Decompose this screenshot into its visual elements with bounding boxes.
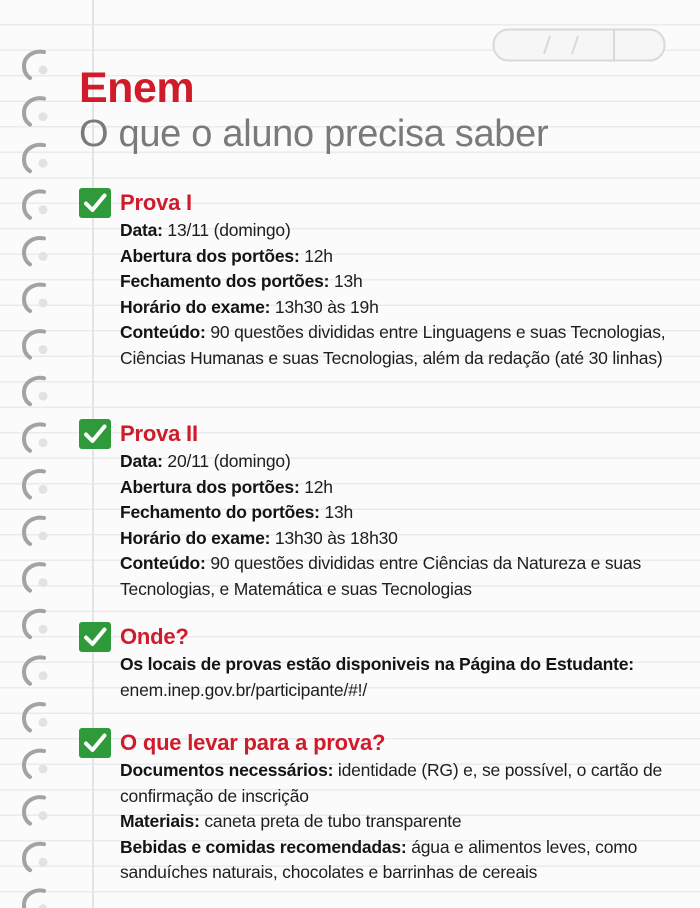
- section-o-que-levar: [79, 728, 689, 886]
- info-value: enem.inep.gov.br/participante/#!/: [120, 679, 367, 700]
- brand-title: Enem: [79, 64, 195, 112]
- info-line-documentos: [120, 758, 689, 809]
- info-line-abertura: [120, 475, 689, 501]
- info-value: 13h: [319, 502, 354, 522]
- info-value: 90 questões divididas entre Linguagens e suas Tecnologias, Ciências Humanas e suas Tecnologias, além da redação (até 30 linhas): [120, 322, 666, 368]
- info-value: 20/11 (domingo): [162, 451, 291, 471]
- info-value: caneta preta de tubo transparente: [199, 811, 462, 831]
- notebook-ring-icon: [24, 424, 48, 450]
- notebook-ring-icon: [24, 704, 48, 730]
- green-check-icon: [79, 188, 111, 218]
- section-prova-1: [79, 188, 689, 371]
- notebook-ring-icon: [24, 797, 48, 823]
- info-label: Abertura dos portões:: [120, 476, 300, 497]
- notebook-ring-icon: [24, 145, 48, 171]
- info-label: Horário do exame:: [120, 296, 271, 317]
- notebook-ring-icon: [24, 331, 48, 357]
- info-value: 13h: [329, 271, 363, 291]
- info-value: 12h: [299, 476, 333, 497]
- info-label: Conteúdo:: [120, 553, 206, 573]
- section-title: Onde?: [120, 624, 189, 649]
- notebook-ring-icon: [24, 890, 48, 908]
- info-label: Documentos necessários:: [120, 760, 334, 780]
- info-label: Fechamento dos portões:: [120, 271, 330, 291]
- section-header: [79, 188, 689, 218]
- info-line-locais: [120, 652, 689, 703]
- section-content: [120, 449, 689, 602]
- info-line-bebidas: [120, 835, 689, 886]
- page-subtitle: O que o aluno precisa saber: [79, 113, 549, 155]
- notebook-ring-icon: [24, 378, 48, 404]
- info-value: 13h30 às 19h: [270, 296, 379, 317]
- notebook-ring-icon: [24, 657, 48, 683]
- notebook-ring-icon: [24, 52, 48, 78]
- notebook-ring-icon: [24, 238, 48, 264]
- section-header: [79, 419, 689, 449]
- info-value: 12h: [299, 245, 333, 266]
- info-line-conteudo: [120, 320, 689, 371]
- info-label: Conteúdo:: [120, 322, 206, 342]
- section-prova-2: [79, 419, 689, 602]
- info-line-abertura: [120, 244, 689, 270]
- info-label: Os locais de provas estão disponiveis na Página do Estudante:: [120, 654, 634, 674]
- page-heading: [79, 64, 548, 156]
- notebook-ring-icon: [24, 518, 48, 544]
- section-title: Prova I: [120, 190, 192, 215]
- info-label: Materiais:: [120, 811, 200, 831]
- notebook-ring-icon: [24, 564, 48, 590]
- notebook-ring-icon: [24, 751, 48, 777]
- info-line-conteudo: [120, 551, 689, 602]
- info-value: água e alimentos leves, como sanduíches naturais, chocolates e barrinhas de cereais: [120, 836, 638, 882]
- section-header: [79, 728, 689, 758]
- info-line-data: [120, 449, 689, 475]
- info-line-horario: [120, 295, 689, 321]
- notebook-ring-icon: [24, 191, 48, 217]
- info-value: identidade (RG) e, se possível, o cartão de confirmação de inscrição: [120, 760, 663, 806]
- green-check-icon: [79, 622, 111, 652]
- info-line-fechamento: [120, 500, 689, 526]
- section-title: O que levar para a prova?: [120, 730, 386, 755]
- section-header: [79, 622, 689, 652]
- section-content: [120, 218, 689, 371]
- notebook-ring-icon: [24, 98, 48, 124]
- section-title: Prova II: [120, 421, 198, 446]
- section-content: [120, 652, 689, 703]
- info-label: Data:: [120, 220, 163, 240]
- info-label: Fechamento do portões:: [120, 502, 320, 522]
- notebook-ring-icon: [24, 844, 48, 870]
- info-label: Bebidas e comidas recomendadas:: [120, 836, 407, 857]
- info-value: 13/11 (domingo): [162, 220, 291, 240]
- info-line-data: [120, 218, 689, 244]
- info-line-materiais: [120, 809, 689, 835]
- notebook-date-tag: [492, 28, 666, 62]
- info-value: 90 questões divididas entre Ciências da Natureza e suas Tecnologias, e Matemática e suas Tecnologias: [120, 553, 642, 599]
- notebook-ring-icon: [24, 285, 48, 311]
- notebook-ring-icon: [24, 471, 48, 497]
- info-label: Abertura dos portões:: [120, 245, 300, 266]
- section-content: [120, 758, 689, 886]
- info-line-fechamento: [120, 269, 689, 295]
- info-line-horario: [120, 526, 689, 552]
- notebook-ring-icon: [24, 611, 48, 637]
- section-onde: [79, 622, 689, 703]
- info-label: Data:: [120, 451, 163, 471]
- info-label: Horário do exame:: [120, 527, 271, 548]
- info-value: 13h30 às 18h30: [270, 527, 398, 548]
- notebook-binding: [0, 0, 70, 908]
- green-check-icon: [79, 728, 111, 758]
- green-check-icon: [79, 419, 111, 449]
